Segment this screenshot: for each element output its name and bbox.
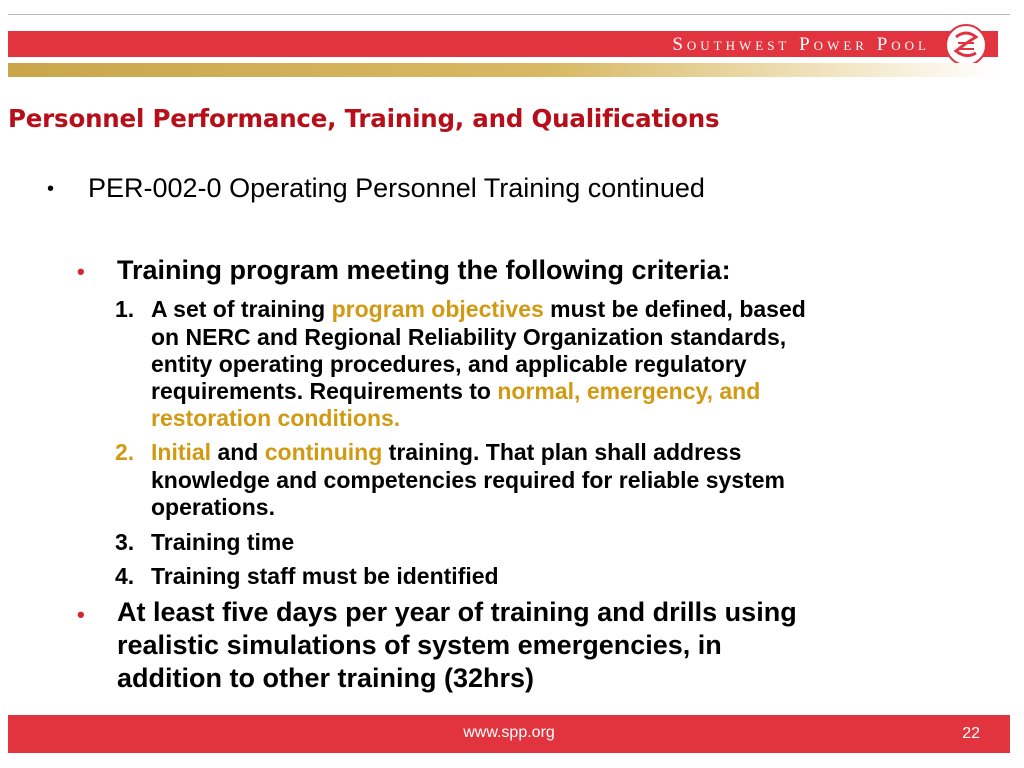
criteria-heading: Training program meeting the following criteria: <box>117 255 731 285</box>
list-number: 3. <box>115 529 135 555</box>
paragraph-line: At least five days per year of training and drills using <box>117 597 797 627</box>
bullet-dot: • <box>77 602 85 627</box>
paragraph-line: addition to other training (32hrs) <box>117 663 534 693</box>
bullet-dot: • <box>47 178 55 200</box>
paragraph-line: realistic simulations of system emergencies, in <box>117 630 722 660</box>
list-item-line: on NERC and Regional Reliability Organization standards, <box>151 324 787 350</box>
list-number: 1. <box>115 296 135 322</box>
footer-url: www.spp.org <box>463 724 555 741</box>
list-item-line: knowledge and competencies required for reliable system <box>151 467 785 493</box>
list-item: Initial and continuing training. That plan shall address <box>151 439 742 465</box>
list-item-line: requirements. Requirements to normal, emergency, and <box>151 378 761 404</box>
list-item-line: entity operating procedures, and applicable regulatory <box>151 351 747 377</box>
list-item: A set of training program objectives must be defined, based <box>151 296 806 322</box>
brand-name: Southwest Power Pool <box>672 34 930 55</box>
list-item-line: operations. <box>151 494 275 520</box>
bullet-heading: PER-002-0 Operating Personnel Training continued <box>88 173 705 203</box>
slide-title: Personnel Performance, Training, and Qualifications <box>8 104 720 133</box>
list-item: Training time <box>151 529 295 555</box>
list-number: 4. <box>115 563 135 589</box>
bullet-dot: • <box>77 259 85 284</box>
page-number: 22 <box>962 725 980 742</box>
list-number: 2. <box>115 439 135 465</box>
list-item-line: restoration conditions. <box>151 405 401 431</box>
list-item: Training staff must be identified <box>151 563 499 589</box>
footer-bar <box>8 715 1010 753</box>
